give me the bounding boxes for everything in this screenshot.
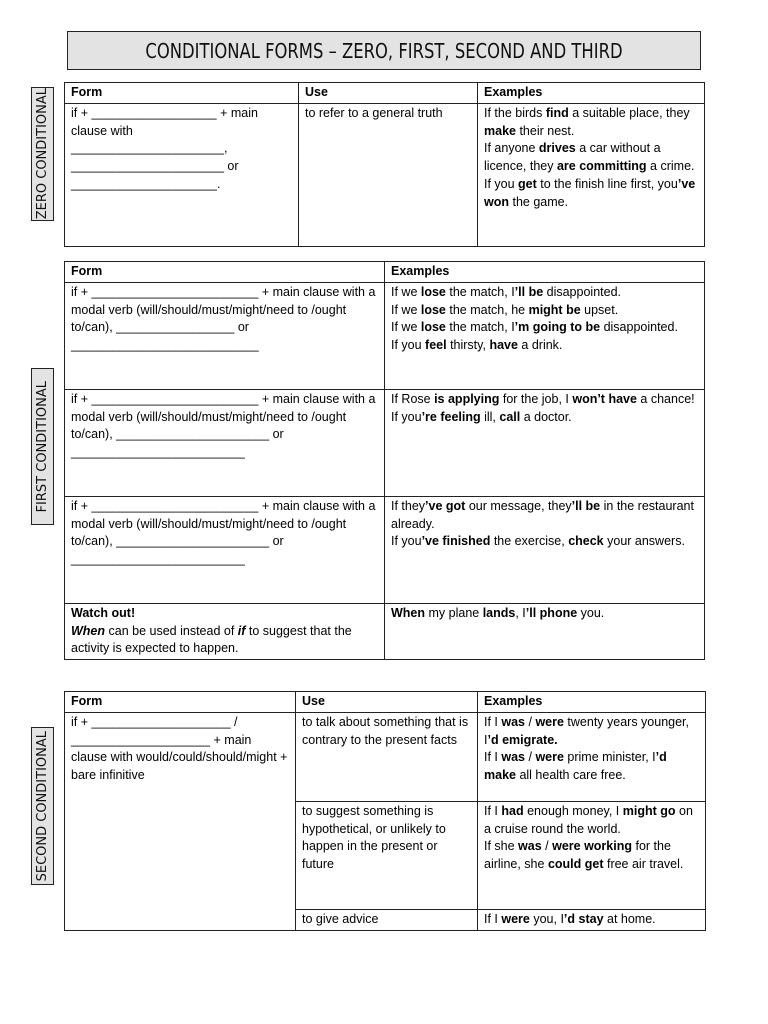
second-examples-cell-3: If I were you, I’d stay at home. [478, 909, 706, 930]
header-examples: Examples [478, 83, 705, 104]
zero-conditional-label-text: ZERO CONDITIONAL [35, 88, 50, 220]
second-conditional-table [64, 691, 706, 931]
second-use-cell-1: to talk about something that is contrary to the present facts [296, 712, 478, 801]
second-form-cell: if + ____________________ / ____________________ + main clause with would/could/should/might + bare infinitive [65, 712, 296, 930]
header-form: Form [65, 83, 299, 104]
title-banner [67, 31, 701, 70]
zero-form-line: ______________________, [71, 141, 228, 156]
second-examples-cell-1: If I was / were twenty years younger, I’d emigrate. If I was / were prime minister, I’d make all health care free. [478, 712, 706, 801]
first-form-cell-3: if + ________________________ + main clause with a modal verb (will/should/must/might/need to /ought to/can), ______________________ or _________________________ [65, 496, 385, 603]
first-form-cell-1: if + ________________________ + main clause with a modal verb (will/should/must/might/need to /ought to/can), _________________ or ___________________________ [65, 282, 385, 389]
first-examples-cell-1: If we lose the match, I’ll be disappointed. If we lose the match, he might be upset. If we lose the match, I’m going to be disappointed. If you feel thirsty, have a drink. [385, 282, 705, 389]
first-conditional-label [31, 368, 54, 525]
page-title: CONDITIONAL FORMS – ZERO, FIRST, SECOND AND THIRD [145, 38, 623, 63]
zero-examples-cell: If the birds find a suitable place, they make their nest. If anyone drives a car without a licence, they are committing a crime. If you get to the finish line first, you’ve won the game. [478, 103, 705, 246]
header-form: Form [65, 692, 296, 713]
zero-form-line: _____________________. [71, 176, 221, 191]
watch-out-example-cell: When my plane lands, I’ll phone you. [385, 603, 705, 659]
second-examples-cell-2: If I had enough money, I might go on a cruise round the world. If she was / were working for the airline, she could get free air travel. [478, 801, 706, 909]
first-form-cell-2: if + ________________________ + main clause with a modal verb (will/should/must/might/need to /ought to/can), ______________________ or _________________________ [65, 389, 385, 496]
second-conditional-label-text: SECOND CONDITIONAL [35, 730, 50, 882]
second-use-cell-3: to give advice [296, 909, 478, 930]
zero-form-line: clause with [71, 123, 133, 138]
header-examples: Examples [385, 262, 705, 283]
watch-out-cell [65, 603, 385, 659]
header-examples: Examples [478, 692, 706, 713]
zero-conditional-table [64, 82, 705, 247]
zero-form-cell [65, 103, 299, 246]
watch-out-title: Watch out! [71, 605, 136, 620]
first-examples-cell-2: If Rose is applying for the job, I won’t have a chance! If you’re feeling ill, call a doctor. [385, 389, 705, 496]
header-form: Form [65, 262, 385, 283]
second-use-cell-2: to suggest something is hypothetical, or unlikely to happen in the present or future [296, 801, 478, 909]
zero-form-line: if + __________________ + main [71, 105, 258, 120]
zero-conditional-label [31, 87, 54, 221]
header-use: Use [296, 692, 478, 713]
header-use: Use [299, 83, 478, 104]
first-examples-cell-3: If they’ve got our message, they’ll be in the restaurant already. If you’ve finished the exercise, check your answers. [385, 496, 705, 603]
first-conditional-table [64, 261, 705, 660]
zero-form-line: ______________________ or [71, 159, 239, 174]
watch-out-text: When can be used instead of if to suggest that the activity is expected to happen. [71, 623, 352, 656]
zero-use-cell: to refer to a general truth [299, 103, 478, 246]
first-conditional-label-text: FIRST CONDITIONAL [35, 380, 50, 513]
second-conditional-label [31, 727, 54, 885]
